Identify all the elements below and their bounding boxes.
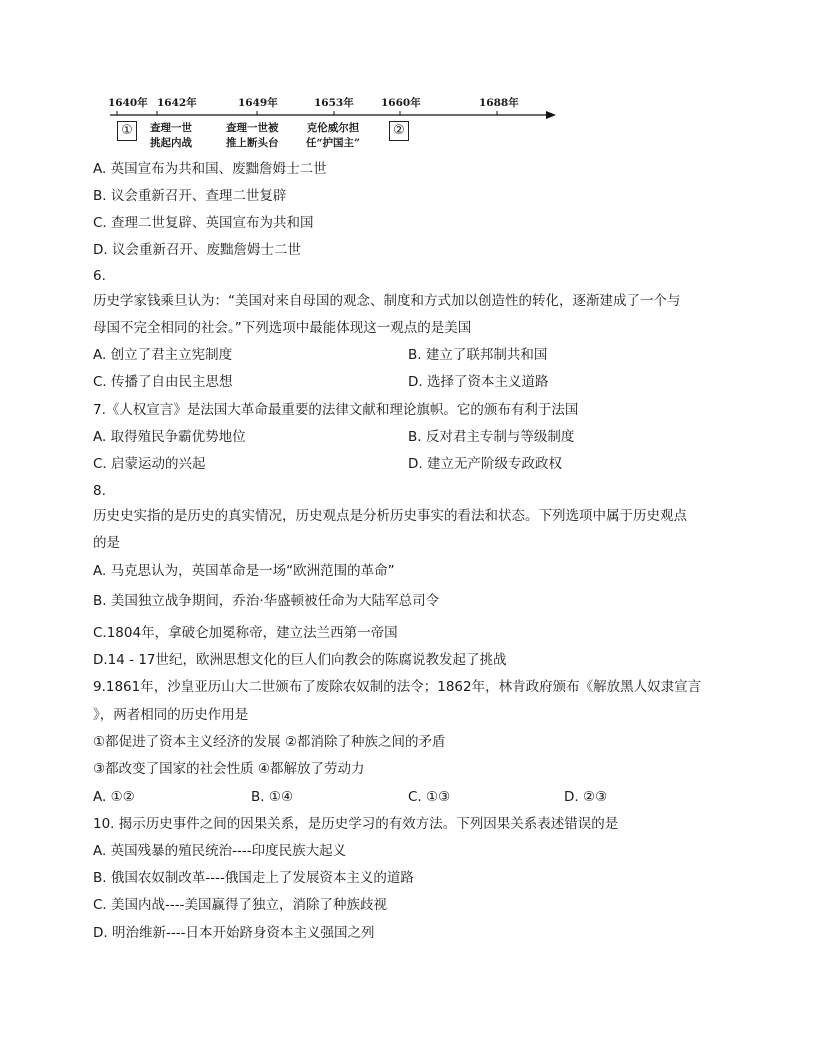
timeline-blank-box-2: ② xyxy=(389,121,409,141)
timeline-blank-box-1: ① xyxy=(117,121,137,141)
q8-stem-line2: 的是 xyxy=(93,535,120,551)
q8-option-c: C.1804年，拿破仑加冕称帝，建立法兰西第一帝国 xyxy=(93,625,398,641)
timeline-event-1649 xyxy=(226,121,279,151)
q9-items-line1: ①都促进了资本主义经济的发展 ②都消除了种族之间的矛盾 xyxy=(93,734,446,750)
timeline-event-1653 xyxy=(306,121,360,151)
q10-stem: 10. 揭示历史事件之间的因果关系，是历史学习的有效方法。下列因果关系表述错误的是 xyxy=(93,816,619,832)
timeline-year-1642: 1642年 xyxy=(157,97,197,109)
timeline-event-1642 xyxy=(150,121,192,151)
q8-option-b: B. 美国独立战争期间，乔治·华盛顿被任命为大陆军总司令 xyxy=(93,593,440,609)
q9-stem-line1: 9.1861年，沙皇亚历山大二世颁布了废除农奴制的法令；1862年，林肯政府颁布《解放黑人奴隶宣言 xyxy=(93,679,702,695)
timeline-year-1649: 1649年 xyxy=(238,97,278,109)
timeline-event-line: 任“护国主” xyxy=(306,137,361,149)
q7-option-a: A. 取得殖民争霸优势地位 xyxy=(93,429,246,445)
q6-option-c: C. 传播了自由民主思想 xyxy=(93,374,233,390)
q5-option-b: B. 议会重新召开、查理二世复辟 xyxy=(93,188,287,204)
q7-stem: 7.《人权宣言》是法国大革命最重要的法律文献和理论旗帜。它的颁布有利于法国 xyxy=(93,402,579,418)
q10-option-a: A. 英国残暴的殖民统治----印度民族大起义 xyxy=(93,843,347,859)
q10-option-c: C. 美国内战----美国赢得了独立，消除了种族歧视 xyxy=(93,897,387,913)
q10-option-b: B. 俄国农奴制改革----俄国走上了发展资本主义的道路 xyxy=(93,870,414,886)
q5-option-a: A. 英国宣布为共和国、废黜詹姆士二世 xyxy=(93,161,327,177)
timeline-year-1688: 1688年 xyxy=(479,97,519,109)
q7-option-d: D. 建立无产阶级专政政权 xyxy=(408,456,562,472)
timeline-event-line: 克伦威尔担 xyxy=(306,122,360,134)
q9-option-b: B. ①④ xyxy=(251,789,294,805)
q9-items-line2: ③都改变了国家的社会性质 ④都解放了劳动力 xyxy=(93,761,365,777)
q6-stem-line2: 母国不完全相同的社会。”下列选项中最能体现这一观点的是美国 xyxy=(93,320,472,336)
timeline-event-line: 查理一世 xyxy=(150,122,192,134)
q10-option-d: D. 明治维新----日本开始跻身资本主义强国之列 xyxy=(93,925,375,941)
q6-option-d: D. 选择了资本主义道路 xyxy=(408,374,549,390)
timeline-event-line: 推上断头台 xyxy=(226,137,279,149)
timeline-event-line: 查理一世被 xyxy=(226,122,279,134)
q5-option-d: D. 议会重新召开、废黜詹姆士二世 xyxy=(93,242,301,258)
q8-option-a: A. 马克思认为，英国革命是一场“欧洲范围的革命” xyxy=(93,563,395,579)
q6-option-a: A. 创立了君主立宪制度 xyxy=(93,347,233,363)
q9-option-c: C. ①③ xyxy=(408,789,451,805)
q7-option-b: B. 反对君主专制与等级制度 xyxy=(408,429,575,445)
q9-option-a: A. ①② xyxy=(93,789,135,805)
timeline-year-1653: 1653年 xyxy=(314,97,354,109)
q7-option-c: C. 启蒙运动的兴起 xyxy=(93,456,206,472)
q5-option-c: C. 查理二世复辟、英国宣布为共和国 xyxy=(93,215,314,231)
timeline-year-1660: 1660年 xyxy=(381,97,421,109)
timeline-year-1640: 1640年 xyxy=(108,97,148,109)
q9-stem-line2: 》，两者相同的历史作用是 xyxy=(93,707,249,723)
q8-stem-line1: 历史史实指的是历史的真实情况，历史观点是分析历史事实的看法和状态。下列选项中属于历史观点 xyxy=(93,508,687,524)
q8-option-d: D.14 - 17世纪，欧洲思想文化的巨人们向教会的陈腐说教发起了挑战 xyxy=(93,652,507,668)
q6-stem-line1: 历史学家钱乘旦认为：“美国对来自母国的观念、制度和方式加以创造性的转化，逐渐建成了一个与 xyxy=(93,293,681,309)
q8-number: 8. xyxy=(93,483,106,499)
q6-number: 6. xyxy=(93,268,106,284)
q9-option-d: D. ②③ xyxy=(564,789,608,805)
timeline-event-line: 挑起内战 xyxy=(150,137,192,149)
q6-option-b: B. 建立了联邦制共和国 xyxy=(408,347,548,363)
